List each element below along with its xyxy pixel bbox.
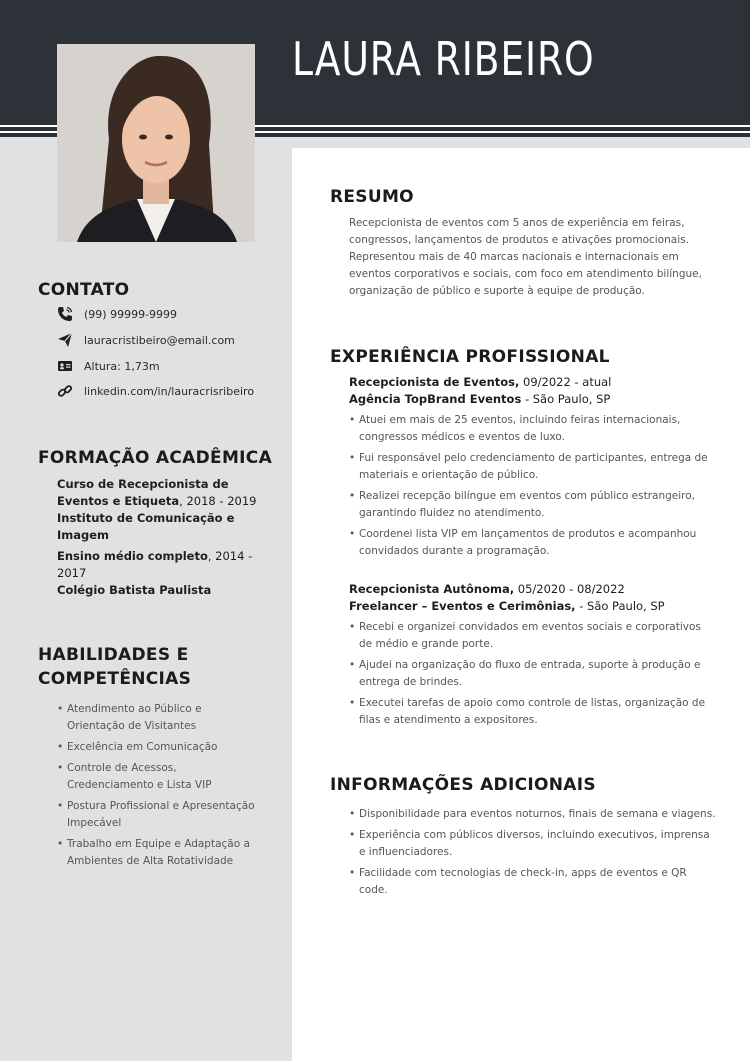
education-institution: Instituto de Comunicação e Imagem	[57, 511, 235, 542]
contact-height-text: Altura: 1,73m	[84, 359, 160, 373]
skills-title: COMPETÊNCIAS	[38, 669, 192, 689]
additional-title: INFORMAÇÕES ADICIONAIS	[330, 775, 596, 795]
contact-email[interactable]	[57, 331, 235, 349]
id-card-icon	[57, 358, 73, 374]
job-role: Recepcionista de Eventos,	[349, 375, 520, 389]
list-item: • Realizei recepção bilíngue em eventos com público estrangeiro, garantindo fluidez no atendimento.	[349, 488, 717, 522]
contact-height	[57, 357, 160, 375]
education-period: , 2014 - 2017	[57, 549, 253, 580]
education-period: , 2018 - 2019	[179, 494, 257, 508]
contact-phone[interactable]	[57, 305, 177, 323]
list-item: • Coordenei lista VIP em lançamentos de produtos e acompanhou convidados durante a programação.	[349, 526, 717, 560]
list-item: • Fui responsável pelo credenciamento de participantes, entrega de materiais e orientação de público.	[349, 450, 717, 484]
divider	[292, 137, 750, 148]
list-item: • Atendimento ao Público e Orientação de Visitantes	[57, 701, 257, 735]
job-role: Recepcionista Autônoma,	[349, 582, 515, 596]
education-item	[57, 548, 257, 599]
education-institution: Colégio Batista Paulista	[57, 583, 212, 597]
list-item: • Trabalho em Equipe e Adaptação a Ambientes de Alta Rotatividade	[57, 836, 257, 870]
job-heading	[349, 374, 611, 391]
skills-title: HABILIDADES E	[38, 645, 189, 665]
contact-phone-text: (99) 99999-9999	[84, 307, 178, 321]
additional-list	[349, 806, 717, 903]
profile-photo	[57, 44, 255, 242]
list-item: • Ajudei na organização do fluxo de entrada, suporte à produção e entrega de brindes.	[349, 657, 717, 691]
job-company-line	[349, 391, 610, 408]
list-item: • Facilidade com tecnologias de check-in, apps de eventos e QR code.	[349, 865, 717, 899]
list-item: • Controle de Acessos, Credenciamento e Lista VIP	[57, 760, 257, 794]
contact-linkedin-text: linkedin.com/in/lauracrisribeiro	[84, 384, 255, 398]
job-period: 05/2020 - 08/2022	[514, 582, 625, 596]
contact-linkedin[interactable]	[57, 382, 254, 400]
job-bullets	[349, 412, 717, 564]
summary-text: Recepcionista de eventos com 5 anos de experiência em feiras, congressos, lançamentos de produtos e ativações promocionais. Representou mais de 40 marcas nacionais e internacionais em eventos corporativos e sociais, com foco em atendimento bilíngue, organização de público e suporte à equipe de produção.	[349, 217, 702, 297]
summary-title: RESUMO	[330, 187, 414, 207]
list-item: • Excelência em Comunicação	[57, 739, 257, 756]
list-item: • Atuei em mais de 25 eventos, incluindo feiras internacionais, congressos médicos e eventos de luxo.	[349, 412, 717, 446]
job-company: Agência TopBrand Eventos	[349, 392, 522, 406]
job-company-line	[349, 598, 665, 615]
job-bullets	[349, 619, 717, 733]
job-heading	[349, 581, 625, 598]
sidebar	[0, 137, 292, 1061]
education-course: Ensino médio completo	[57, 549, 208, 563]
job-location: - São Paulo, SP	[575, 599, 665, 613]
send-icon	[57, 332, 73, 348]
experience-title: EXPERIÊNCIA PROFISSIONAL	[330, 347, 610, 367]
education-course: Curso de Recepcionista de Eventos e Etiqueta	[57, 477, 229, 508]
skills-list	[57, 701, 257, 874]
education-title: FORMAÇÃO ACADÊMICA	[38, 448, 273, 468]
job-company: Freelancer – Eventos e Cerimônias,	[349, 599, 576, 613]
candidate-name: LAURA RIBEIRO	[292, 32, 595, 86]
list-item: • Postura Profissional e Apresentação Impecável	[57, 798, 257, 832]
job-period: 09/2022 - atual	[519, 375, 612, 389]
list-item: • Experiência com públicos diversos, incluindo executivos, imprensa e influenciadores.	[349, 827, 717, 861]
link-icon	[57, 383, 73, 399]
contact-title: CONTATO	[38, 280, 130, 300]
list-item: • Executei tarefas de apoio como controle de listas, organização de filas e atendimento a expositores.	[349, 695, 717, 729]
job-location: - São Paulo, SP	[521, 392, 611, 406]
list-item: • Disponibilidade para eventos noturnos, finais de semana e viagens.	[349, 806, 717, 823]
education-item	[57, 476, 257, 544]
phone-icon	[57, 306, 73, 322]
list-item: • Recebi e organizei convidados em eventos sociais e corporativos de médio e grande porte.	[349, 619, 717, 653]
contact-email-text: lauracristibeiro@email.com	[84, 333, 235, 347]
